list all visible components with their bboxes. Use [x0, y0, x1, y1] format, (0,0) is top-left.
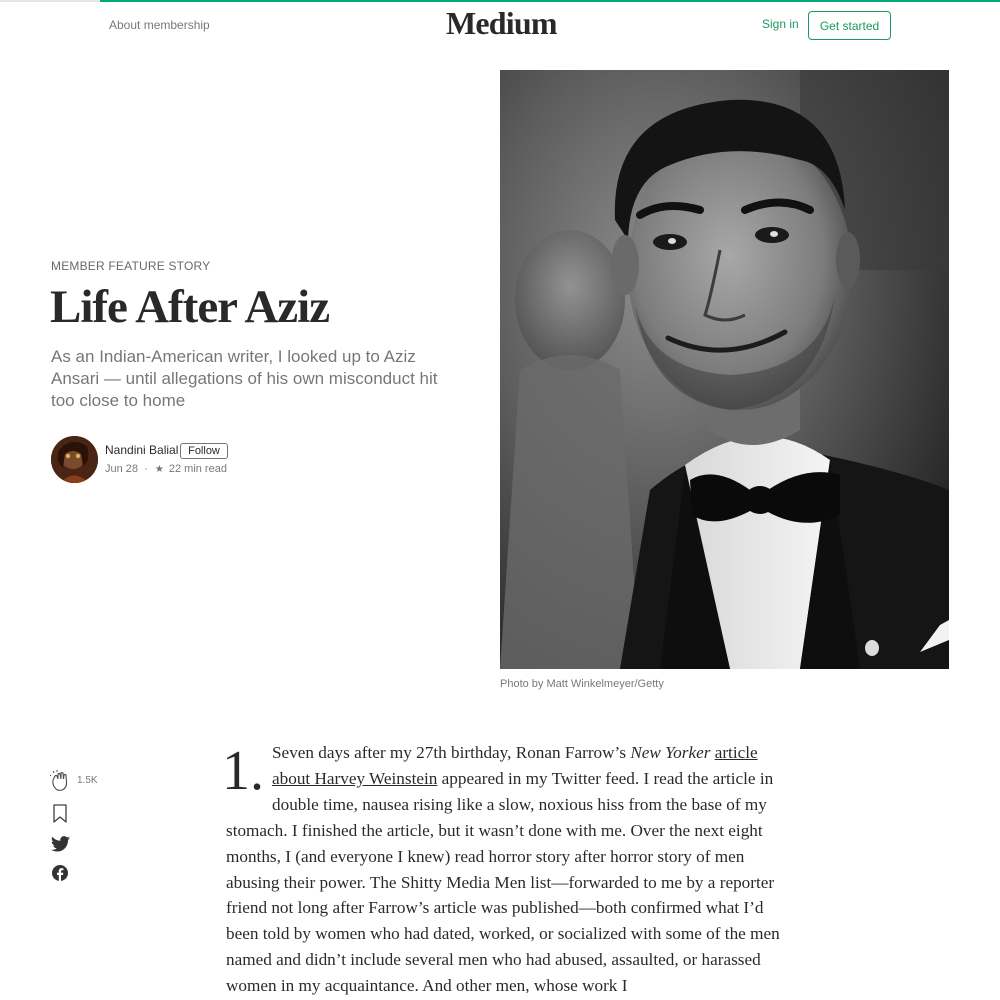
article-body [222, 740, 786, 999]
article-subtitle: As an Indian-American writer, I looked up to Aziz Ansari — until allegations of his own misconduct hit too close to home [51, 347, 438, 410]
meta-separator: · [144, 463, 148, 475]
author-name[interactable]: Nandini Balial [105, 443, 179, 457]
medium-logo[interactable]: Medium [446, 5, 557, 41]
publication-name: New Yorker [630, 743, 711, 762]
site-header [0, 2, 1000, 50]
article-title: Life After Aziz [50, 281, 330, 333]
sign-in-link[interactable]: Sign in [762, 17, 799, 31]
get-started-button[interactable]: Get started [808, 11, 891, 40]
facebook-icon[interactable] [52, 865, 68, 886]
article-meta [105, 463, 227, 475]
publish-date: Jun 28 [105, 463, 139, 475]
weinstein-article-link[interactable]: article about Harvey Weinstein [272, 743, 758, 788]
bookmark-icon[interactable] [52, 804, 68, 828]
twitter-icon[interactable] [51, 836, 70, 857]
follow-button[interactable]: Follow [180, 443, 228, 459]
about-membership-link[interactable]: About membership [109, 18, 210, 32]
read-time: 22 min read [168, 463, 227, 475]
clap-icon[interactable] [50, 770, 70, 792]
body-segment-2: appeared in my Twitter feed. I read the article in double time, nausea rising like a slow, noxious hiss from the base of my stomach. I finished the article, but it wasn’t done with me. Over the next eight months, I (and everyone I knew) read horror story after horror story of men abusing their power. The Shitty Media Men list—forwarded to me by a reporter friend not long after Farrow’s article was published—both confirmed what I’d been told by women who had dated, worked, or socialized with some of the men named and didn’t include several men who had abused, assaulted, or harassed women in my acquaintance. And other men, whose work I [226, 768, 780, 996]
photo-caption: Photo by Matt Winkelmeyer/Getty [500, 678, 664, 690]
author-avatar-image [51, 436, 98, 483]
author-avatar[interactable] [51, 436, 98, 483]
story-kicker: MEMBER FEATURE STORY [51, 259, 211, 273]
member-star-icon: ★ [154, 464, 164, 475]
hero-photo [500, 70, 949, 669]
clap-count: 1.5K [77, 775, 98, 786]
body-segment-1: Seven days after my 27th birthday, Ronan Farrow’s [272, 743, 631, 762]
drop-cap: 1. [222, 740, 264, 802]
portrait-photo-illustration [500, 70, 949, 669]
